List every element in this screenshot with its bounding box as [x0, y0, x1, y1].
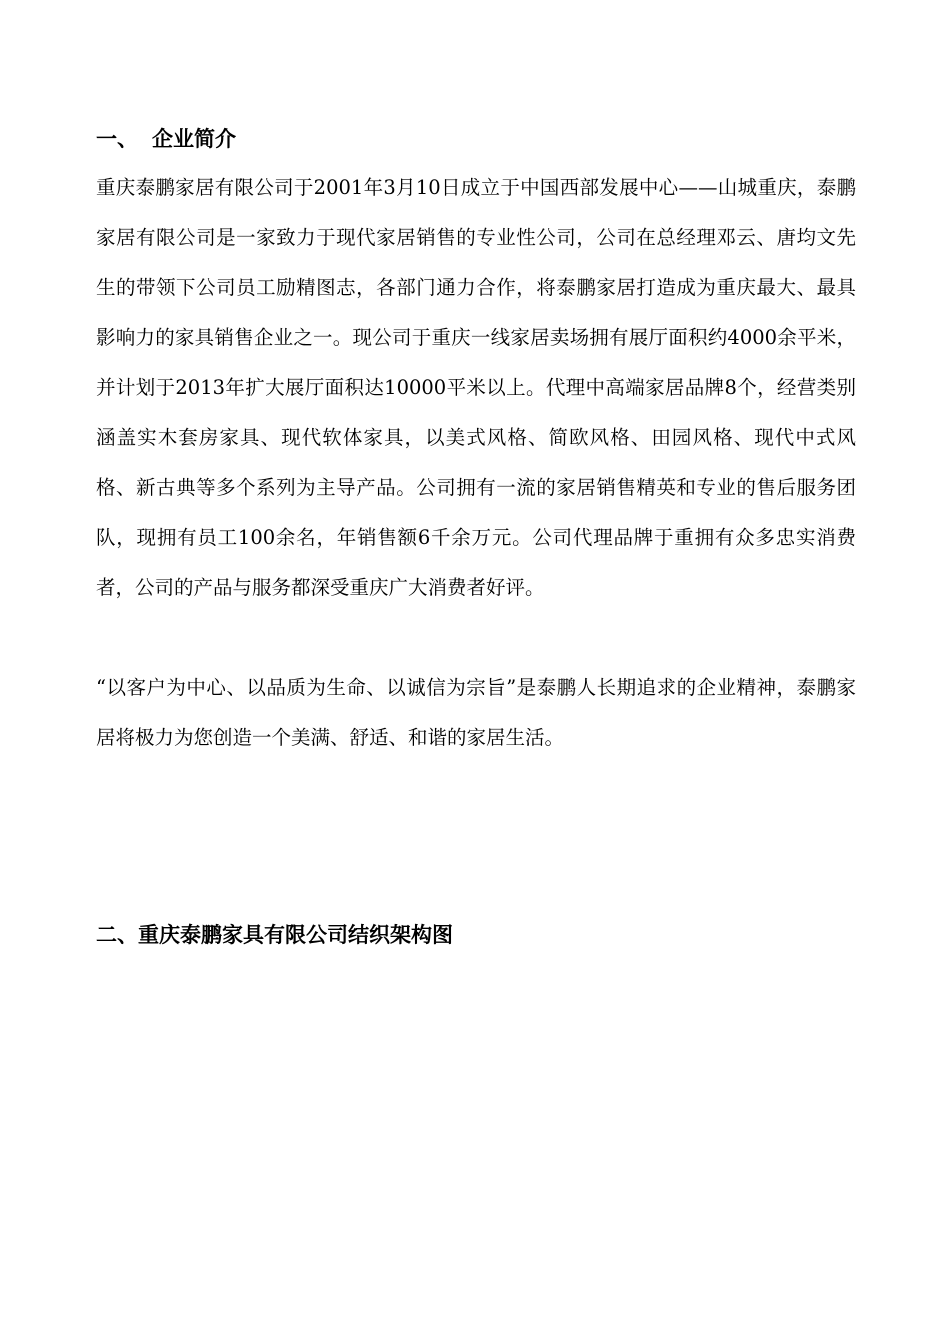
section-1-title: 企业简介 — [152, 127, 236, 151]
section-2-heading: 二、重庆泰鹏家具有限公司结织架构图 — [96, 923, 453, 947]
section-1-number: 一、 — [96, 127, 138, 151]
company-spirit-paragraph: “以客户为中心、以品质为生命、以诚信为宗旨”是泰鹏人长期追求的企业精神，泰鹏家居将极力为您创造一个美满、舒适、和谐的家居生活。 — [96, 676, 856, 749]
section-1-heading — [96, 125, 236, 153]
company-intro-paragraph: 重庆泰鹏家居有限公司于2001年3月10日成立于中国西部发展中心——山城重庆，泰鹏家居有限公司是一家致力于现代家居销售的专业性公司，公司在总经理邓云、唐均文先生的带领下公司员工励精图志，各部门通力合作，将泰鹏家居打造成为重庆最大、最具影响力的家具销售企业之一。现公司于重庆一线家居卖场拥有展厅面积约4000余平米，并计划于2013年扩大展厅面积达10000平米以上。代理中高端家居品牌8个，经营类别涵盖实木套房家具、现代软体家具，以美式风格、简欧风格、田园风格、现代中式风格、新古典等多个系列为主导产品。公司拥有一流的家居销售精英和专业的售后服务团队，现拥有员工100余名，年销售额6千余万元。公司代理品牌于重拥有众多忠实消费者，公司的产品与服务都深受重庆广大消费者好评。 — [96, 176, 856, 599]
